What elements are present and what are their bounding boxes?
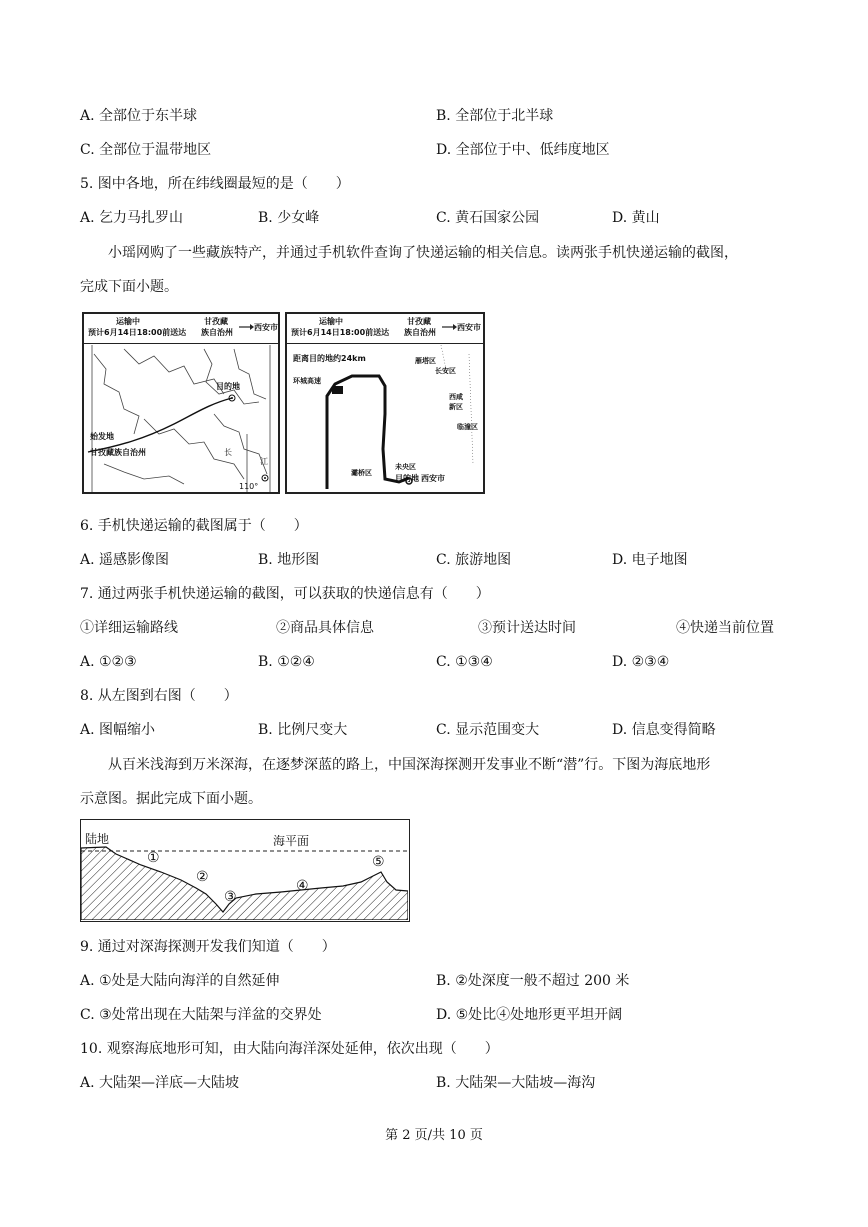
seafloor-land-label: 陆地 [85,832,110,846]
q4-option-a: A. 全部位于东半球 [80,108,198,124]
left-map-eta: 预计6月14日18:00前送达 [88,328,187,337]
q8-option-b: B. 比例尺变大 [258,722,348,738]
q5-stem: 5. 图中各地，所在纬线圈最短的是（ ） [80,176,350,192]
right-map-label-h: 西咸 [449,393,463,401]
seafloor-marker-1: ① [147,850,160,866]
left-map-label-river: 长 [224,448,232,457]
left-map-dest: 西安市 [254,323,278,332]
left-map-label-jiang: 江 [260,457,268,466]
q9-option-a: A. ①处是大陆向海洋的自然延伸 [80,973,280,989]
right-map-label-b: 未央区 [395,463,416,471]
right-map-eta: 预计6月14日18:00前送达 [291,328,390,337]
q7-item-4: ④快递当前位置 [676,620,774,636]
q9-stem: 9. 通过对深海探测开发我们知道（ ） [80,939,336,955]
q4-option-d: D. 全部位于中、低纬度地区 [436,142,610,158]
seafloor-marker-3: ③ [224,889,237,905]
right-map-label-g: 长安区 [435,367,456,375]
right-map-dest: 西安市 [457,323,481,332]
passage2-line2: 示意图。据此完成下面小题。 [80,791,262,807]
passage2-line1: 从百米浅海到万米深海，在逐梦深蓝的路上，中国深海探测开发事业不断“潜”行。下图为海底地形 [108,757,711,773]
right-map-label-c: 灞桥区 [351,469,372,477]
q5-option-b: B. 少女峰 [258,210,320,226]
q10-stem: 10. 观察海底地形可知，由大陆向海洋深处延伸，依次出现（ ） [80,1041,499,1057]
right-map-label-j: 临潼区 [457,423,478,431]
right-map-label-i: 新区 [449,403,463,411]
q9-option-d: D. ⑤处比④处地形更平坦开阔 [436,1007,623,1023]
left-map-origin-1: 甘孜藏 [204,317,228,326]
left-map-label-start: 始发地 [90,432,114,441]
q7-option-d: D. ②③④ [612,654,670,670]
q6-option-a: A. 遥感影像图 [80,552,170,568]
left-map-label-dest: 目的地 [216,382,240,391]
passage1-line1: 小瑶网购了一些藏族特产，并通过手机软件查询了快递运输的相关信息。读两张手机快递运输的截图， [108,245,738,261]
left-map-origin-2: 族自治州 [201,328,233,337]
right-map-label-f: 西安市 [421,474,445,483]
q5-option-a: A. 乞力马扎罗山 [80,210,184,226]
right-map-origin-1: 甘孜藏 [407,317,431,326]
q7-option-a: A. ①②③ [80,654,137,670]
right-map-label-e: 目的地 [395,474,419,483]
q8-option-c: C. 显示范围变大 [436,722,540,738]
q8-option-a: A. 图幅缩小 [80,722,156,738]
left-map-status: 运输中 [116,317,140,326]
right-map-status: 运输中 [319,317,343,326]
right-map-label-a: 环城高速 [293,377,321,385]
q7-item-3: ③预计送达时间 [478,620,576,636]
q6-option-d: D. 电子地图 [612,552,688,568]
seafloor-figure [80,819,410,922]
seafloor-drawing [81,820,408,920]
left-map-label-lon: 110° [239,482,259,491]
q7-option-b: B. ①②④ [258,654,315,670]
q6-option-c: C. 旅游地图 [436,552,512,568]
left-map-label-region: 甘孜藏族自治州 [90,448,146,457]
q6-option-b: B. 地形图 [258,552,320,568]
seafloor-marker-4: ④ [296,878,309,894]
right-map-origin-2: 族自治州 [404,328,436,337]
seafloor-marker-5: ⑤ [372,854,385,870]
q4-option-c: C. 全部位于温带地区 [80,142,212,158]
q8-option-d: D. 信息变得简略 [612,722,716,738]
q7-item-2: ②商品具体信息 [276,620,374,636]
q9-option-c: C. ③处常出现在大陆架与洋盆的交界处 [80,1007,322,1023]
seafloor-marker-2: ② [196,869,209,885]
q10-option-b: B. 大陆架—大陆坡—海沟 [436,1075,596,1091]
q6-stem: 6. 手机快递运输的截图属于（ ） [80,518,308,534]
left-map-drawing [84,314,278,492]
q7-option-c: C. ①③④ [436,654,493,670]
right-express-map [285,312,485,494]
page-footer: 第 2 页/共 10 页 [385,1128,483,1143]
seafloor-sea-level-label: 海平面 [273,834,310,848]
q5-option-c: C. 黄石国家公园 [436,210,540,226]
q7-stem: 7. 通过两张手机快递运输的截图，可以获取的快递信息有（ ） [80,586,490,602]
q5-option-d: D. 黄山 [612,210,660,226]
left-express-map [82,312,280,494]
q9-option-b: B. ②处深度一般不超过 200 米 [436,973,630,989]
right-map-label-d: 雁塔区 [415,357,436,365]
q7-item-1: ①详细运输路线 [80,620,178,636]
q4-option-b: B. 全部位于北半球 [436,108,554,124]
q10-option-a: A. 大陆架—洋底—大陆坡 [80,1075,240,1091]
passage1-line2: 完成下面小题。 [80,279,178,295]
q8-stem: 8. 从左图到右图（ ） [80,688,238,704]
right-map-distance: 距离目的地约24km [293,354,366,363]
